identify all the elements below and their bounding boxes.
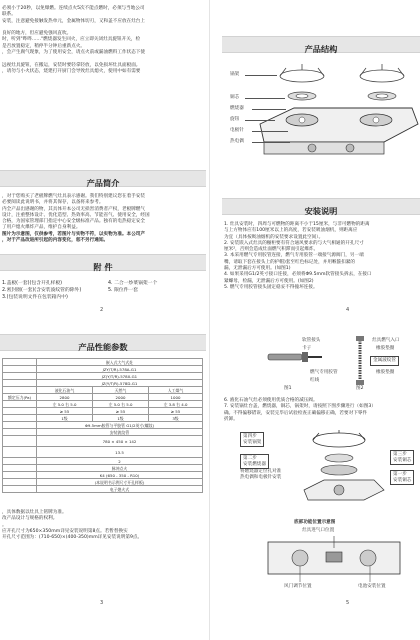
step-note: 将燃烧器定位孔对准 热电偶和电极针安装 — [240, 469, 282, 480]
accessory-item: 1.盖板(一套)(包含开孔样板) — [2, 281, 63, 286]
text-line: 7. 安装锅灶台盖，燃烧器，铜芯，锅架时，请按照下图步骤进行（如图3） — [224, 404, 376, 410]
spec-gas-type: 液化石油气 — [37, 387, 93, 394]
text-line: ，会产生腐气现象，为了使用安全，请点火前或漏油燃料工作状态下使 — [2, 50, 146, 56]
spec-cell: 780 × 450 × 142 — [37, 436, 203, 447]
step-label: 第一步 安装铜芯 — [390, 470, 414, 485]
spec-cell: ≥ 55 — [93, 408, 149, 415]
spec-model: JZ(Y/T/R)-578X-G1 — [37, 373, 203, 380]
part-label: 铜芯 — [230, 95, 240, 100]
text-line: 时，听到"哔哔……"燃烧器发生回火，应立即关闭灶具旋钮开关，检 — [2, 37, 141, 43]
text-line: 开孔尺寸范围为：(710-650)×(400-350)mm详见安装说明第9点。 — [2, 535, 143, 541]
page-4 — [214, 0, 420, 320]
accessory-item: 5. 限位件一套 — [108, 288, 139, 293]
heading-text: 产品性能参数 — [78, 342, 128, 352]
text-line: ，请勿与小火状态，烧建打开厨门会导致灶具熄火，使用中如有需要 — [2, 68, 141, 74]
text-line: 必要阅读此说明书，并将其保存，以备将来参考。 — [2, 200, 104, 206]
stove-structure-diagram — [254, 62, 420, 174]
spec-cell: ≥ 55 — [149, 408, 203, 415]
text-line: ，对于您购买了老板牌燃气灶具表示感谢。我们特别建议您在着手安装 — [2, 194, 146, 199]
text-line: 确。不得偏移错误，安装完毕后试验检查正确偏移正确，若要对下零件 — [224, 410, 368, 416]
text-line: 3. 本采用燃气专用胶管连接，燃气专用胶管一端接气源阀门，另一端 — [224, 253, 364, 259]
burner-icon — [288, 92, 396, 100]
text-line: 2. 安装嵌入式灶具的橱柜要有符合通风要求的与大气相通的开孔尺寸 — [224, 240, 364, 246]
figure-label: 燃气专用胶管 — [310, 370, 338, 375]
pan-support-icon — [280, 64, 404, 82]
text-line: 联系。 — [2, 12, 16, 18]
step-label: 第四步 安装锅架 — [240, 432, 264, 447]
text-line: 改产品设计与规格的权利。 — [2, 516, 58, 522]
heading-text: 产品结构 — [304, 44, 338, 54]
part-label: 锅架 — [230, 72, 240, 77]
spec-row-label: 额定压力(Pa) — [3, 394, 37, 401]
install-text — [222, 222, 420, 291]
leader-line — [245, 120, 275, 121]
part-label: 热电偶 — [230, 139, 244, 144]
spec-cell: K4 (650 - 350 - R10) — [37, 472, 203, 479]
spec-cell: Φ9.5mm胶管与平胶管 G1/2英寸(螺纹) — [37, 422, 203, 429]
product-intro-text — [0, 194, 206, 244]
page-number: 2 — [100, 307, 104, 313]
page-3 — [0, 320, 206, 640]
spec-table-wrap — [2, 358, 203, 493]
pan-support-icon — [313, 430, 365, 447]
leader-line — [252, 109, 286, 110]
spec-cell: 左 5.0 右 5.0 — [37, 401, 93, 408]
diagram-title: 底部功能位置示意图 — [294, 520, 336, 525]
figure-label: 红线 — [310, 378, 320, 383]
diagram-label: 风门调节位置 — [284, 584, 312, 589]
accessory-item: 2.密封圈(一套)(含安装波纹管的除外) — [2, 288, 82, 293]
spec-cell: 2 — [37, 458, 203, 465]
stove-bottom-diagram — [264, 536, 404, 582]
heading-text: 附 件 — [93, 262, 113, 272]
section-heading-params — [0, 334, 206, 351]
section-heading-install — [222, 198, 420, 215]
spec-cell: 安装波纹管 — [37, 429, 203, 436]
spec-cell: 电子熄火式 — [37, 486, 203, 493]
diagram-subtitle: 灶具进气口位置 — [302, 528, 335, 533]
text-line: 与上方物体应有100厘米以上的高度，若安装吸油烟机，则距离应 — [224, 228, 358, 234]
spec-header: 嵌入式大气式灶 — [37, 359, 203, 366]
text-line: 漏，无泄漏后方可使用。(如图1) — [224, 266, 291, 272]
assembly-steps-diagram — [284, 430, 394, 508]
part-label: 旋钮 — [230, 117, 240, 122]
spec-table — [2, 358, 203, 493]
accessory-item: 4. 二合一炒菜锅架一个 — [108, 281, 158, 286]
spec-cell: ≥ 55 — [37, 408, 93, 415]
section-heading-accessories — [0, 254, 206, 271]
text-line: 设计，注重整体设计、优化造型、热效率高、节能省气、使用安全，经国 — [2, 212, 150, 218]
spec-cell: 2800 — [37, 394, 93, 401]
spec-cell: (本说明书示例尺寸开孔样板) — [37, 479, 203, 486]
leader-line — [252, 131, 288, 132]
figure-label: 橡胶垫圈 — [376, 370, 395, 375]
figure-label: 卡子 — [302, 346, 312, 351]
text-line: 安装，注意避免接触发热单元，金属物体切刃，又和盖不应放在灶台上 — [2, 18, 146, 24]
notice-line: 图片为示意图，仅供参考，若图片与实物不符，以实物为准。本公司产 — [2, 231, 146, 237]
heading-text: 产品简介 — [86, 178, 120, 188]
text-line: 是否放置稳定，稍停半分钟后重新点火。 — [2, 43, 86, 49]
spec-cell: 脉冲点火 — [37, 465, 203, 472]
spec-cell: 13.5 — [37, 447, 203, 458]
text-line: 了用户熄火爆炸产品，维护自身利益。 — [2, 225, 81, 231]
text-line: 4. 如果采用G1/2英寸接口连接，必须将Φ9.5mm软管接头拆去，在接口 — [224, 272, 372, 278]
spec-model: JZ(Y/T/R)-578D-G1 — [37, 380, 203, 387]
text-line: 为宜（具体按吸油烟机的安装要求设置此空间）。 — [224, 234, 324, 240]
text-line: 折卸。 — [224, 416, 238, 422]
figure-caption: 图1 — [284, 386, 292, 391]
notice-line: ，对于产品改进所引起的内容变化，恕不另行通知。 — [2, 238, 109, 244]
text-line: 6. 液化石油气灶必须使用优质合格的减压阀。 — [224, 398, 318, 403]
spec-gas-type: 人工煤气 — [149, 387, 203, 394]
text-line: 1. 灶具安装时，四周与可燃物的距离不小于15厘米，与非可燃物的距离 — [224, 222, 370, 227]
hose-icon — [268, 352, 322, 362]
page-fold — [209, 0, 210, 640]
bellows-pipe-icon — [356, 336, 364, 385]
text-line: 良好的地方，但应避免强风直吹。 — [2, 31, 72, 37]
text-line: 。 — [2, 522, 7, 528]
leader-line — [245, 98, 285, 99]
diagram-label: 电池安装位置 — [358, 584, 386, 589]
spec-cell: 1000 — [149, 394, 203, 401]
battery-box-icon — [326, 552, 342, 562]
figure-label: 橡胶垫圈 — [376, 346, 395, 351]
install-steps-text — [222, 398, 420, 423]
text-line: 合格，为国家管理部门指定中心安全级标准产品。独有的电热稳定安全 — [2, 219, 146, 225]
leader-line — [252, 142, 290, 143]
params-footnotes — [0, 510, 206, 541]
accessory-item: 3.(包装说明文件在包装箱内中) — [2, 295, 68, 300]
spec-cell: 3级 — [149, 415, 203, 422]
leader-line — [245, 75, 277, 76]
section-heading-structure — [222, 36, 420, 53]
heading-text: 安装说明 — [304, 206, 338, 216]
text-line: 厘米²，否则会造成灶面燃气积滞而引起爆炸。 — [224, 247, 319, 253]
figure-label: 金属波纹管 — [370, 356, 399, 366]
figure-label: 灶具燃气入口 — [372, 338, 400, 343]
page-2 — [0, 0, 206, 320]
figure-label: 软管接头 — [302, 338, 321, 343]
part-label: 燃烧器 — [230, 106, 244, 111]
spec-gas-type: 天然气 — [93, 387, 149, 394]
text-line: 远视灶具旋钮，在搬运，安装时要轻拿轻放，以免损坏灶具面板面。 — [2, 62, 141, 68]
text-line: ，具体数据以灶具上铭牌为准。 — [2, 510, 67, 515]
base-icon — [304, 480, 384, 500]
page-number: 4 — [346, 307, 350, 313]
page-number: 3 — [100, 600, 104, 606]
section-heading-product-intro — [0, 170, 206, 187]
intro-text — [0, 6, 206, 75]
spec-cell: 左 3.8 右 4.0 — [149, 401, 203, 408]
text-line: 紧螺母，检漏，无泄漏后方可使用。(如图2) — [224, 278, 314, 284]
step-label: 第二步 安装燃烧器 — [240, 454, 269, 469]
spec-cell: 1级 — [93, 415, 149, 422]
text-line: 嘴，请取下套在接头上的护帽)套至红色标记处，并用喉箍扣紧的 — [224, 259, 355, 265]
step-label: 第三步 安装铜芯 — [390, 450, 414, 465]
spec-cell: 左 5.0 右 5.0 — [93, 401, 149, 408]
burner-icon — [321, 454, 357, 475]
spec-model: JZY/T/R)-578A-G1 — [37, 366, 203, 373]
spec-cell: 2000 — [93, 394, 149, 401]
figure-caption: 图2 — [356, 386, 364, 391]
text-line: 应开孔尺寸为650×350mm详见安装说明第8点。若暂替换实 — [2, 528, 128, 534]
page-number: 5 — [346, 600, 350, 606]
page-5 — [214, 320, 420, 640]
text-line: 5. 燃气专用胶管接头固定稳妥不得撞坏连接。 — [224, 284, 318, 290]
text-line: 必须小于20秒，以免爆燃。连续点火5次不能点燃时，必须与当地公司 — [2, 6, 145, 11]
text-line: 内全产品出感谢的物，其具体开本公司无损害消费者产权，老板牌燃气 — [2, 206, 146, 212]
part-label: 电极针 — [230, 128, 244, 133]
spec-cell: 1级 — [37, 415, 93, 422]
